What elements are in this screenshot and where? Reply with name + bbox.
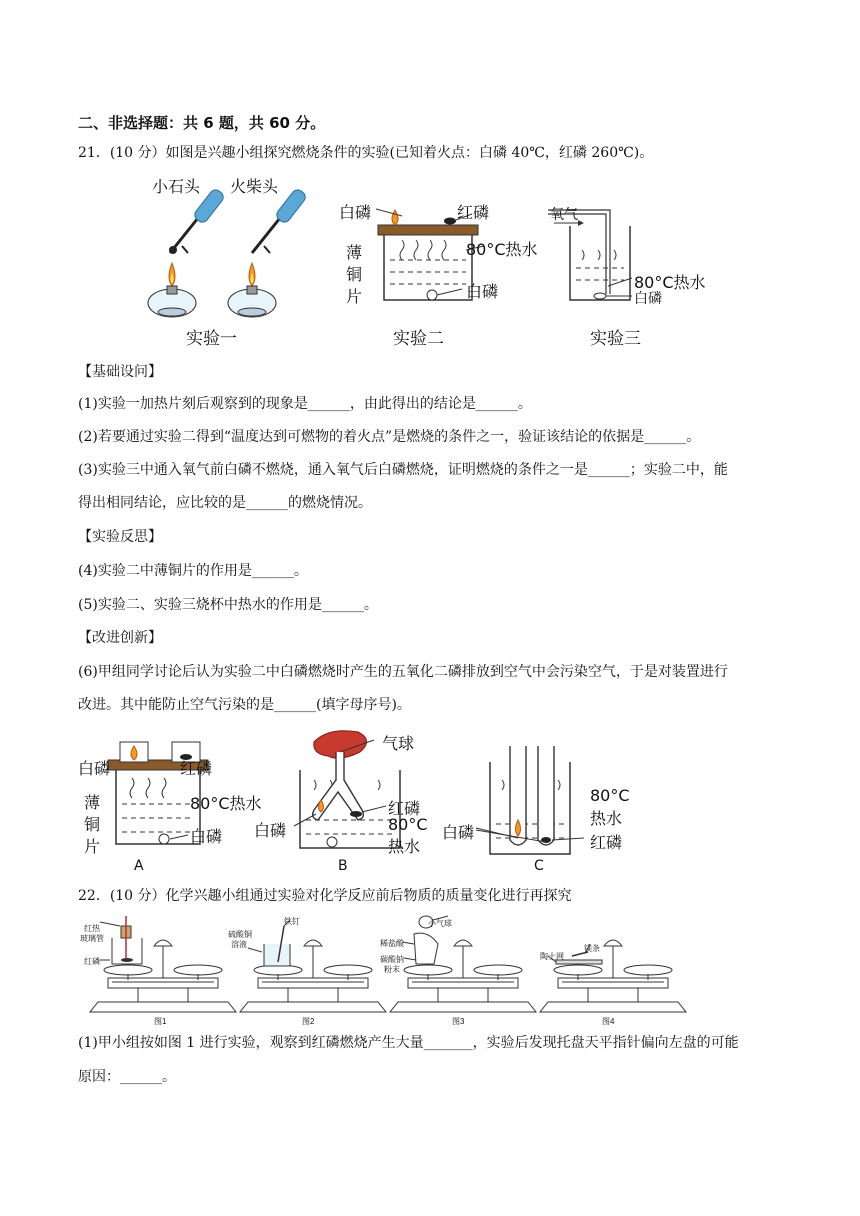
a-label-red-p: 红磷 [180,759,213,778]
exp1-label-stone: 小石头 [152,177,201,196]
q22-figure [78,912,688,1028]
q22-sub1-line2: 原因：______。 [78,1069,176,1085]
exp2-label-red-p: 红磷 [457,203,490,222]
c-caption: C [534,858,544,874]
exp2-label-white-p: 白磷 [339,203,372,222]
exp1-label-match: 火柴头 [230,177,279,196]
f4-label-mg: 镁条 [584,944,600,953]
experiment-1-graphic [148,188,308,317]
apparatus-c-graphic [476,746,584,854]
f3-label-na2co3-2: 粉末 [384,965,400,974]
exp2-label-copper-2: 铜 [346,265,363,284]
f3-caption: 图3 [452,1017,465,1026]
exp2-label-white-p-bottom: 白磷 [466,282,499,301]
exp1-caption: 实验一 [186,329,237,349]
b-label-water: 热水 [388,837,421,856]
q21-sub3-line1: (3)实验三中通入氧气前白磷不燃烧，通入氧气后白磷燃烧，证明燃烧的条件之一是______；实验二中，能 [78,462,728,478]
f1-label-tube: 红热 [84,924,100,933]
f4-caption: 图4 [602,1017,615,1026]
q21-sub3-line2: 得出相同结论，应比较的是______的燃烧情况。 [78,495,372,511]
f2-label-nail: 铁钉 [284,917,300,926]
exp2-label-copper-1: 薄 [346,243,363,262]
exp2-label-copper-3: 片 [346,287,363,306]
f3-label-na2co3: 碳酸钠 [380,955,404,964]
a-label-white-p: 白磷 [78,759,111,778]
a-label-copper-2: 铜 [84,815,101,834]
c-label-water: 热水 [590,809,623,828]
balance-experiments-diagram [78,912,688,1028]
b-label-temp: 80°C [388,815,428,834]
heading-reflect: 【实验反思】 [78,529,162,545]
b-label-balloon: 气球 [382,734,415,753]
a-label-white-p-bottom: 白磷 [190,827,223,846]
exp3-label-hot-water: 80°C热水 [634,273,706,292]
exp3-caption: 实验三 [590,329,641,349]
q21-sub4: (4)实验二中薄铜片的作用是______。 [78,563,308,579]
q22-stem: 22．(10 分）化学兴趣小组通过实验对化学反应前后物质的质量变化进行再探究 [78,888,572,904]
q21-figure-top [140,168,720,350]
exp2-label-hot-water: 80°C热水 [466,240,538,259]
f1-caption: 图1 [154,1017,167,1026]
c-label-red-p: 红磷 [590,833,623,852]
improved-apparatus-diagram [78,722,638,878]
b-label-white-p: 白磷 [254,821,287,840]
q21-figure-bottom [78,722,638,878]
q21-sub6-line2: 改进。其中能防止空气污染的是______(填字母序号)。 [78,697,411,713]
c-label-white-p: 白磷 [442,823,475,842]
exp2-caption: 实验二 [393,329,444,349]
q21-stem: 21．(10 分）如图是兴趣小组探究燃烧条件的实验(已知着火点：白磷 40℃，红磷 260℃)。 [78,145,654,161]
b-caption: B [338,858,348,874]
q21-sub1: (1)实验一加热片刻后观察到的现象是______，由此得出的结论是______。 [78,396,532,412]
f2-caption: 图2 [302,1017,315,1026]
exp3-label-white-p: 白磷 [634,291,662,307]
heading-improve: 【改进创新】 [78,630,162,646]
a-label-copper-1: 薄 [84,793,101,812]
f1-label-tube-2: 玻璃管 [80,934,104,943]
f3-label-acid: 稀盐酸 [380,939,404,948]
f1-label-red-p: 红磷 [84,957,100,966]
f3-label-balloon: 小气球 [428,919,452,928]
q22-sub1-line1: (1)甲小组按如图 1 进行实验，观察到红磷燃烧产生大量_______，实验后发现托盘天平指针偏向左盘的可能 [78,1035,739,1051]
q21-sub2: (2)若要通过实验二得到“温度达到可燃物的着火点”是燃烧的条件之一，验证该结论的依据是______。 [78,429,701,445]
section-title: 二、非选择题：共 6 题，共 60 分。 [78,114,326,132]
a-label-copper-3: 片 [84,837,101,856]
a-label-hot-water: 80°C热水 [190,794,262,813]
a-caption: A [134,858,144,874]
c-label-temp: 80°C [590,786,630,805]
heading-basic: 【基础设问】 [78,364,162,380]
q21-sub6-line1: (6)甲组同学讨论后认为实验二中白磷燃烧时产生的五氧化二磷排放到空气中会污染空气，于是对装置进行 [78,664,728,680]
f4-label-mesh: 陶土网 [540,952,564,961]
f2-label-cuso4-2: 溶液 [231,940,247,949]
experiment-apparatus-diagram [140,168,720,350]
q21-sub5: (5)实验二、实验三烧杯中热水的作用是______。 [78,597,378,613]
b-label-red-p: 红磷 [388,799,421,818]
exp3-label-oxygen: 氧气 [550,207,578,223]
f2-label-cuso4: 硫酸铜 [228,930,252,939]
